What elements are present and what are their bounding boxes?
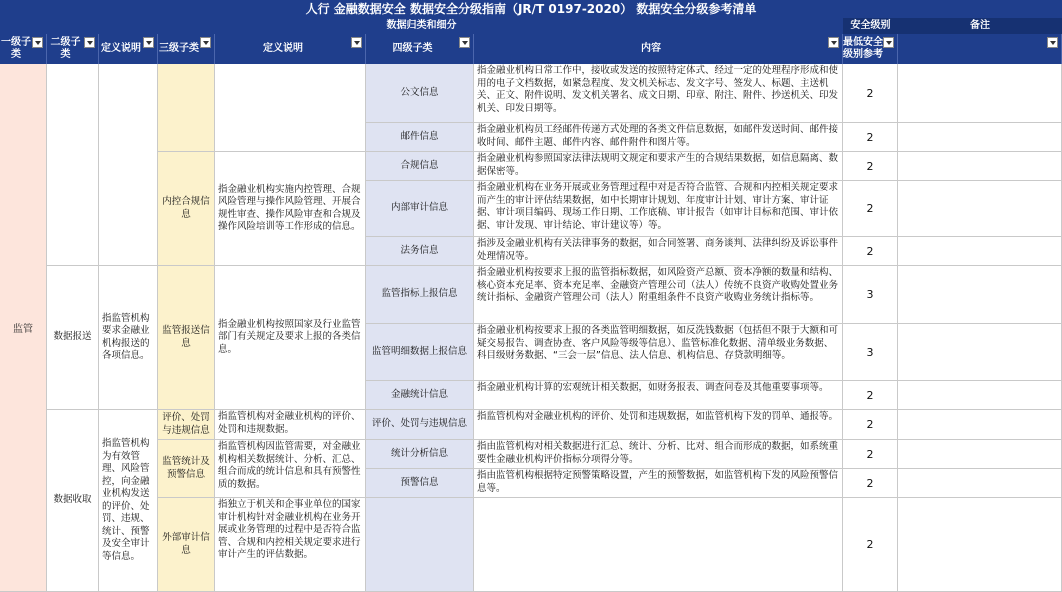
l4-cell[interactable] <box>366 64 474 123</box>
col-header-l4 <box>366 34 474 64</box>
content-cell[interactable] <box>474 410 843 440</box>
l2-label: 数据报送 <box>53 331 92 343</box>
l4-label: 评价、处罚与违规信息 <box>371 418 467 430</box>
col-header-level-label: 最低安全级别参考 <box>843 37 883 60</box>
filter-dropdown-icon[interactable] <box>828 37 839 48</box>
def3-cell[interactable] <box>215 498 366 592</box>
col-header-l1 <box>0 34 47 64</box>
l4-label: 预警信息 <box>400 476 439 488</box>
col-header-l2 <box>47 34 99 64</box>
l4-cell[interactable] <box>366 324 474 381</box>
remark-cell[interactable] <box>898 469 1062 498</box>
level-value: 3 <box>866 345 874 359</box>
level-value: 2 <box>866 388 874 402</box>
def3-cell[interactable] <box>215 440 366 498</box>
l3-cell[interactable] <box>158 440 215 498</box>
def3-text: 指金融业机构实施内控管理、合规风险管理与操作风险管理、开展合规性审查、操作风险审查和合规及操作风险培训等工作形成的信息。 <box>218 183 361 232</box>
level-cell[interactable] <box>843 410 898 440</box>
l4-cell[interactable] <box>366 181 474 237</box>
content-cell[interactable] <box>474 64 843 123</box>
def3-cell[interactable] <box>215 410 366 440</box>
content-cell[interactable] <box>474 123 843 152</box>
def3-cell[interactable] <box>215 152 366 266</box>
l3-label: 内控合规信息 <box>162 196 210 220</box>
col-header-def2 <box>99 34 158 64</box>
level-value: 2 <box>866 476 874 490</box>
remark-cell[interactable] <box>898 64 1062 123</box>
l4-cell[interactable] <box>366 266 474 324</box>
filter-dropdown-icon[interactable] <box>143 37 154 48</box>
content-text: 指金融业机构按要求上报的监管指标数据，如风险资产总额、资本净额的数量和结构、核心资本充足率、资本充足率、金融资产管理公司（法人）传统不良资产收购处置业务统计指标、金融资产管理公司（法人）附重组条件不良资产收购业务统计指标等。 <box>477 267 839 303</box>
remark-cell[interactable] <box>898 324 1062 381</box>
l2-cell[interactable] <box>47 64 99 266</box>
remark-cell[interactable] <box>898 181 1062 237</box>
l1-label: 监管 <box>13 324 33 335</box>
content-text: 指金融业机构按要求上报的各类监管明细数据，如反洗钱数据（包括但不限于大额和可疑交易报告、调查协查、客户风险等级等信息）、监管标准化数据、清单级业务数据、科目级财务数据、“三会一层”信息、法人信息、机构信息、存贷款明细等。 <box>477 325 839 361</box>
def2-cell[interactable] <box>99 64 158 266</box>
content-text: 指金融业机构在业务开展或业务管理过程中对是否符合监管、合规和内控相关规定要求而产生的审计评估结果数据，如中长期审计规划、年度审计计划、审计方案、审计证据、审计项目编码、现场工作日期、工作底稿、审计报告（如审计目标和范围、审计依据、审计发现、审计结论、审计建议等）等。 <box>477 182 839 231</box>
def3-text: 指监管机构对金融业机构的评价、处罚和违规数据。 <box>218 411 361 435</box>
col-header-remark <box>898 34 1062 64</box>
l3-cell[interactable] <box>158 64 215 152</box>
level-value: 3 <box>866 288 874 301</box>
level-value: 2 <box>866 447 874 461</box>
header-group-level: 安全级别 <box>843 18 898 34</box>
l4-cell[interactable] <box>366 469 474 498</box>
remark-cell[interactable] <box>898 381 1062 410</box>
l4-cell[interactable] <box>366 123 474 152</box>
remark-cell[interactable] <box>898 498 1062 592</box>
level-value: 2 <box>866 86 874 100</box>
col-header-l3-label: 三级子类 <box>159 43 199 54</box>
l3-cell[interactable] <box>158 498 215 592</box>
col-header-def3 <box>215 34 366 64</box>
def2-text: 指监管机构为有效管理、风险管控，向金融业机构发送的评价、处罚、违规、统计、预警及安全审计等信息。 <box>102 438 150 562</box>
level-cell[interactable] <box>843 64 898 123</box>
l4-label: 公文信息 <box>400 86 439 98</box>
l4-cell[interactable] <box>366 410 474 440</box>
level-cell[interactable] <box>843 469 898 498</box>
level-cell[interactable] <box>843 381 898 410</box>
def3-cell[interactable] <box>215 64 366 152</box>
remark-cell[interactable] <box>898 266 1062 324</box>
l4-label: 监管明细数据上报信息 <box>371 345 467 357</box>
col-header-level <box>843 34 898 64</box>
col-header-def2-label: 定义说明 <box>101 43 141 54</box>
level-cell[interactable] <box>843 152 898 181</box>
content-text: 指金融业机构日常工作中，接收或发送的按照特定体式、经过一定的处理程序形成和使用的电子文档数据，如紧急程度、发文机关标志、发文字号、签发人、标题、主送机关、正文、附件说明、发文机关署名、成文日期、印章、附注、附件、抄送机关、印发机关、印发日期等。 <box>477 65 839 114</box>
remark-cell[interactable] <box>898 123 1062 152</box>
content-cell[interactable] <box>474 266 843 324</box>
content-cell[interactable] <box>474 152 843 181</box>
col-header-l4-label: 四级子类 <box>392 43 433 54</box>
l4-label: 内部审计信息 <box>390 202 448 214</box>
filter-dropdown-icon[interactable] <box>883 37 894 48</box>
filter-dropdown-icon[interactable] <box>32 37 43 48</box>
l4-cell[interactable] <box>366 498 474 592</box>
level-value: 2 <box>866 202 874 215</box>
l4-label: 监管指标上报信息 <box>381 288 458 300</box>
level-cell[interactable] <box>843 266 898 324</box>
content-cell[interactable] <box>474 498 843 592</box>
level-cell[interactable] <box>843 181 898 237</box>
level-value: 2 <box>866 418 874 431</box>
col-header-l3 <box>158 34 215 64</box>
col-header-l1-label: 一级子类 <box>1 37 31 60</box>
content-cell[interactable] <box>474 181 843 237</box>
l4-label: 法务信息 <box>400 244 439 256</box>
l3-label: 监管报送信息 <box>162 325 210 349</box>
l2-cell[interactable] <box>47 410 99 592</box>
def3-text: 指监管机构因监管需要，对金融业机构相关数据统计、分析、汇总、组合而成的统计信息和具有预警性质的数据。 <box>218 441 361 490</box>
content-cell[interactable] <box>474 469 843 498</box>
l3-cell[interactable] <box>158 152 215 266</box>
level-value: 2 <box>866 244 874 258</box>
content-cell[interactable] <box>474 381 843 410</box>
remark-cell[interactable] <box>898 237 1062 266</box>
level-cell[interactable] <box>843 123 898 152</box>
l2-cell[interactable] <box>47 266 99 410</box>
def2-cell[interactable] <box>99 410 158 592</box>
level-cell[interactable] <box>843 498 898 592</box>
col-header-content-label: 内容 <box>641 43 661 54</box>
l3-cell[interactable] <box>158 410 215 440</box>
header-group-classification: 数据归类和细分 <box>0 18 843 34</box>
filter-dropdown-icon[interactable] <box>200 37 211 48</box>
col-header-content <box>474 34 843 64</box>
sheet-title: 人行 金融数据安全 数据安全分级指南（JR/T 0197-2020） 数据安全分级参考清单 <box>0 0 1062 18</box>
l4-cell[interactable] <box>366 381 474 410</box>
content-text: 指金融业机构计算的宏观统计相关数据，如财务报表、调查问卷及其他重要事项等。 <box>477 382 829 393</box>
def3-cell[interactable] <box>215 266 366 410</box>
level-value: 2 <box>866 130 874 144</box>
l4-label: 合规信息 <box>400 159 439 171</box>
content-text: 指由监管机构根据特定预警策略设置，产生的预警数据，如监管机构下发的风险预警信息等。 <box>477 470 839 494</box>
l4-cell[interactable] <box>366 152 474 181</box>
content-cell[interactable] <box>474 237 843 266</box>
level-cell[interactable] <box>843 237 898 266</box>
content-text: 指金融业机构参照国家法律法规明文规定和要求产生的合规结果数据，如信息隔离、数据保密等。 <box>477 153 839 177</box>
def3-text: 指金融业机构按照国家及行业监管部门有关规定及要求上报的各类信息。 <box>218 318 361 355</box>
l4-cell[interactable] <box>366 440 474 469</box>
l2-label: 数据收取 <box>53 494 92 506</box>
l4-label: 统计分析信息 <box>390 447 448 459</box>
def2-cell[interactable] <box>99 266 158 410</box>
def2-text: 指监管机构要求金融业机构报送的各项信息。 <box>102 312 150 361</box>
l1-cell[interactable] <box>0 64 47 592</box>
l3-label: 外部审计信息 <box>162 532 210 556</box>
l3-cell[interactable] <box>158 266 215 410</box>
content-text: 指由监管机构对相关数据进行汇总、统计、分析、比对、组合而形成的数据，如系统重要性金融业机构评价指标分项得分等。 <box>477 441 839 465</box>
filter-dropdown-icon[interactable] <box>84 37 95 48</box>
l4-label: 邮件信息 <box>400 130 439 142</box>
l4-cell[interactable] <box>366 237 474 266</box>
l4-label: 金融统计信息 <box>390 388 448 400</box>
col-header-l2-label: 二级子类 <box>50 37 81 60</box>
header-remark: 备注 <box>898 18 1062 34</box>
filter-dropdown-icon[interactable] <box>351 37 362 48</box>
content-cell[interactable] <box>474 440 843 469</box>
remark-cell[interactable] <box>898 152 1062 181</box>
remark-cell[interactable] <box>898 410 1062 440</box>
level-value: 2 <box>866 538 874 551</box>
level-cell[interactable] <box>843 324 898 381</box>
remark-cell[interactable] <box>898 440 1062 469</box>
filter-dropdown-icon[interactable] <box>1047 37 1058 48</box>
content-text: 指监管机构对金融业机构的评价、处罚和违规数据，如监管机构下发的罚单、通报等。 <box>477 411 839 422</box>
l3-label: 监管统计及预警信息 <box>162 456 210 480</box>
level-value: 2 <box>866 159 874 173</box>
col-header-def3-label: 定义说明 <box>263 43 303 54</box>
def3-text: 指独立于机关和企事业单位的国家审计机构针对金融业机构在业务开展或业务管理的过程中是否符合监管、合规和内控相关规定要求进行审计产生的评估数据。 <box>218 499 361 560</box>
content-text: 指金融业机构员工经邮件传递方式处理的各类文件信息数据，如邮件发送时间、邮件接收时间、邮件主题、邮件内容、邮件附件和图片等。 <box>477 124 839 148</box>
l3-label: 评价、处罚与违规信息 <box>162 412 210 436</box>
level-cell[interactable] <box>843 440 898 469</box>
content-cell[interactable] <box>474 324 843 381</box>
filter-dropdown-icon[interactable] <box>459 37 470 48</box>
content-text: 指涉及金融业机构有关法律事务的数据，如合同签署、商务谈判、法律纠纷及诉讼事件处理情况等。 <box>477 238 839 262</box>
